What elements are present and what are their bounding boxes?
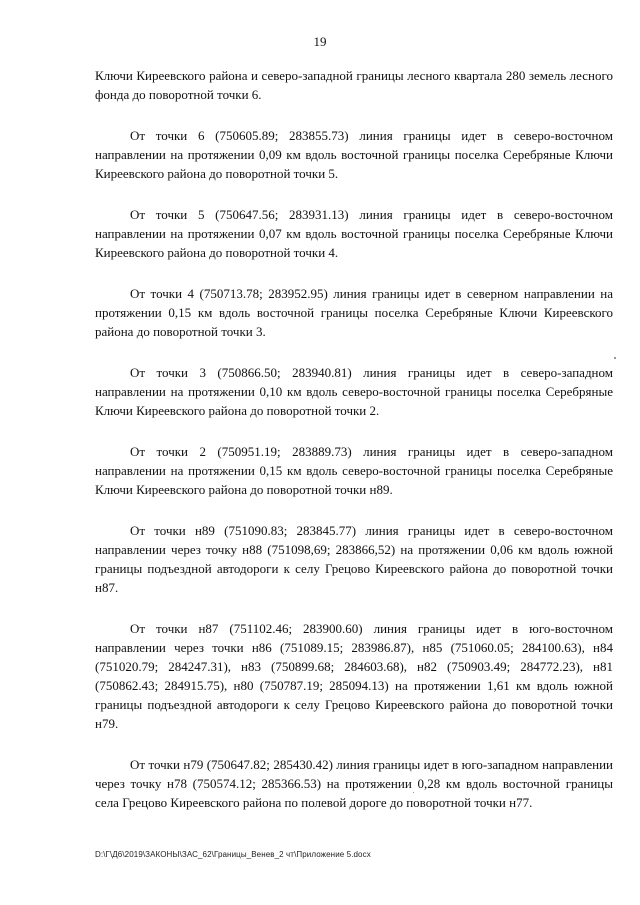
scan-speck <box>413 792 414 793</box>
paragraph-4: От точки 4 (750713.78; 283952.95) линия границы идет в северном направлении на протяжении 0,15 км вдоль восточной границы поселка Серебряные Ключи Киреевского района до поворотной точки 3. <box>95 286 613 339</box>
scan-speck <box>614 357 616 359</box>
paragraph-7: От точки н89 (751090.83; 283845.77) линия границы идет в северо-восточном направлении через точку н88 (751098,69; 283866,52) на протяжении 0,06 км вдоль южной границы подъездной автодороги к селу Грецово Киреевского района до поворотной точки н87. <box>95 523 613 595</box>
paragraph-6: От точки 2 (750951.19; 283889.73) линия границы идет в северо-западном направлении на протяжении 0,15 км вдоль северо-восточной границы поселка Серебряные Ключи Киреевского района до поворотной точки н89. <box>95 444 613 497</box>
document-body <box>95 66 613 834</box>
paragraph-1: Ключи Киреевского района и северо-западной границы лесного квартала 280 земель лесного фонда до поворотной точки 6. <box>95 68 613 102</box>
paragraph-8: От точки н87 (751102.46; 283900.60) линия границы идет в юго-восточном направлении через точки н86 (751089.15; 283986.87), н85 (751060.05; 284100.63), н84 (751020.79; 284247.31), н83 (750899.68; 284603.68), н82 (750903.49; 284772.23), н81 (750862.43; 284915.75), н80 (750787.19; 285094.13) на протяжении 1,61 км вдоль южной границы подъездной автодороги к селу Грецово Киреевского района до поворотной точки н79. <box>95 621 613 731</box>
paragraph-5: От точки 3 (750866.50; 283940.81) линия границы идет в северо-западном направлении на протяжении 0,10 км вдоль северо-восточной границы поселка Серебряные Ключи Киреевского района до поворотной точки 2. <box>95 365 613 418</box>
page-number: 19 <box>313 34 327 49</box>
paragraph-2: От точки 6 (750605.89; 283855.73) линия границы идет в северо-восточном направлении на протяжении 0,09 км вдоль восточной границы поселка Серебряные Ключи Киреевского района до поворотной точки 5. <box>95 128 613 181</box>
paragraph-3: От точки 5 (750647.56; 283931.13) линия границы идет в северо-восточном направлении на протяжении 0,07 км вдоль восточной границы поселка Серебряные Ключи Киреевского района до поворотной точки 4. <box>95 207 613 260</box>
footer-file-path: D:\Г\Д6\2019\ЗАКОНЫ\ЗАС_62\Границы_Венев_2 чт\Приложение 5.docx <box>95 850 371 859</box>
paragraph-9: От точки н79 (750647.82; 285430.42) линия границы идет в юго-западном направлении через точку н78 (750574.12; 285366.53) на протяжении 0,28 км вдоль восточной границы села Грецово Киреевского района по полевой дороге до поворотной точки н77. <box>95 757 613 810</box>
